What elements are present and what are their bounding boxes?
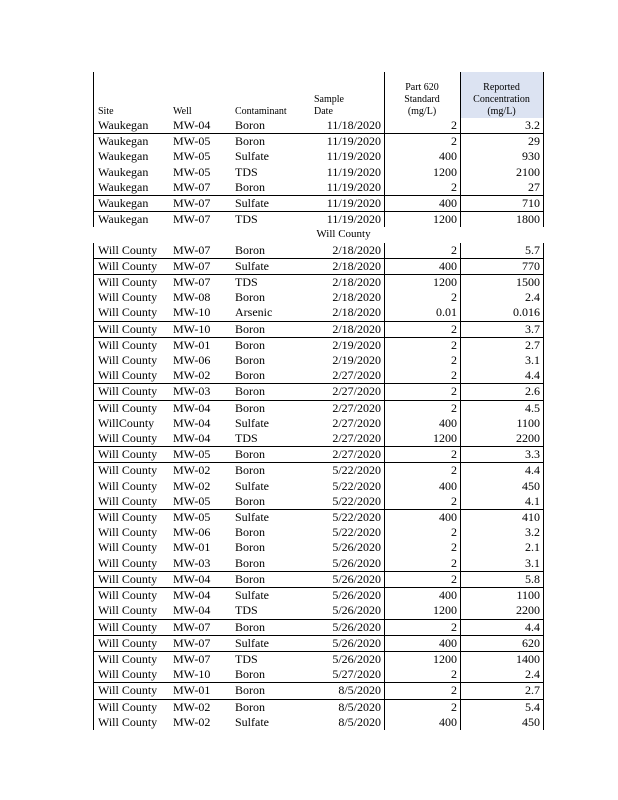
cell-concentration: 27 bbox=[461, 180, 544, 196]
cell-well: MW-04 bbox=[171, 400, 233, 416]
cell-concentration: 2.4 bbox=[461, 667, 544, 683]
cell-standard: 2 bbox=[385, 384, 461, 400]
cell-site: Will County bbox=[94, 353, 172, 368]
cell-site: Waukegan bbox=[94, 180, 172, 196]
table-row bbox=[94, 290, 544, 305]
cell-site: Waukegan bbox=[94, 149, 172, 164]
waukegan-section bbox=[94, 118, 544, 227]
cell-concentration: 29 bbox=[461, 134, 544, 150]
cell-sample-date: 8/5/2020 bbox=[312, 699, 385, 715]
header-standard-line1: Part 620 bbox=[405, 82, 439, 93]
section-label: Will County bbox=[316, 228, 371, 241]
cell-concentration: 3.1 bbox=[461, 353, 544, 368]
cell-site: Will County bbox=[94, 525, 172, 540]
cell-well: MW-05 bbox=[171, 510, 233, 526]
table-row bbox=[94, 196, 544, 212]
cell-sample-date: 5/22/2020 bbox=[312, 463, 385, 479]
cell-concentration: 1400 bbox=[461, 651, 544, 667]
table-row bbox=[94, 353, 544, 368]
cell-sample-date: 2/18/2020 bbox=[312, 258, 385, 274]
cell-concentration: 2.4 bbox=[461, 290, 544, 305]
cell-contaminant: TDS bbox=[235, 431, 258, 446]
cell-well: MW-01 bbox=[171, 337, 233, 353]
cell-well: MW-02 bbox=[173, 368, 211, 383]
table-row bbox=[94, 635, 544, 651]
cell-concentration: 2.7 bbox=[461, 337, 544, 353]
table-row bbox=[94, 400, 544, 416]
cell-concentration: 2200 bbox=[461, 431, 544, 447]
cell-sample-date: 5/22/2020 bbox=[312, 510, 385, 526]
cell-site: Will County bbox=[94, 651, 172, 667]
cell-site: Will County bbox=[94, 683, 172, 699]
cell-concentration: 2.1 bbox=[461, 540, 544, 555]
cell-sample-date: 11/19/2020 bbox=[312, 180, 385, 196]
cell-standard: 400 bbox=[385, 635, 461, 651]
cell-standard: 2 bbox=[385, 180, 461, 196]
cell-site: Will County bbox=[94, 447, 172, 463]
cell-well: MW-07 bbox=[171, 212, 233, 228]
cell-site: Will County bbox=[94, 699, 172, 715]
cell-contaminant: Boron bbox=[235, 555, 265, 570]
cell-concentration: 410 bbox=[461, 510, 544, 526]
cell-site: Will County bbox=[94, 305, 172, 321]
cell-sample-date: 11/19/2020 bbox=[312, 149, 385, 164]
cell-concentration: 4.4 bbox=[461, 619, 544, 635]
cell-contaminant: Boron bbox=[235, 353, 265, 368]
cell-concentration: 4.4 bbox=[461, 368, 544, 384]
concentration-table bbox=[93, 72, 544, 730]
cell-contaminant: Sulfate bbox=[235, 478, 269, 493]
cell-well: MW-02 bbox=[171, 699, 233, 715]
cell-concentration: 3.3 bbox=[461, 447, 544, 463]
cell-site: Will County bbox=[94, 243, 172, 259]
header-sample-date bbox=[312, 72, 385, 118]
cell-site: Will County bbox=[94, 337, 172, 353]
cell-sample-date: 5/22/2020 bbox=[312, 479, 385, 494]
cell-standard: 400 bbox=[385, 715, 461, 730]
cell-standard: 400 bbox=[385, 479, 461, 494]
cell-well: MW-05 bbox=[173, 164, 211, 179]
cell-well: MW-01 bbox=[171, 683, 233, 699]
cell-sample-date: 2/27/2020 bbox=[312, 431, 385, 447]
cell-contaminant: Boron bbox=[233, 447, 312, 463]
cell-standard: 2 bbox=[385, 134, 461, 150]
cell-site: Will County bbox=[94, 635, 172, 651]
cell-sample-date: 2/18/2020 bbox=[312, 243, 385, 259]
table-row bbox=[94, 525, 544, 540]
cell-contaminant: Boron bbox=[235, 525, 265, 540]
cell-site: WillCounty bbox=[94, 416, 172, 431]
cell-contaminant: Boron bbox=[233, 337, 312, 353]
cell-concentration: 930 bbox=[461, 149, 544, 164]
table-row bbox=[94, 540, 544, 555]
cell-sample-date: 11/19/2020 bbox=[312, 134, 385, 150]
table-row bbox=[94, 588, 544, 604]
table-row bbox=[94, 149, 544, 164]
cell-sample-date: 8/5/2020 bbox=[312, 715, 385, 730]
cell-contaminant: Sulfate bbox=[233, 635, 312, 651]
cell-site: Will County bbox=[94, 400, 172, 416]
cell-sample-date: 11/19/2020 bbox=[312, 165, 385, 180]
cell-concentration: 2.6 bbox=[461, 384, 544, 400]
cell-well: MW-10 bbox=[173, 667, 211, 682]
cell-sample-date: 2/27/2020 bbox=[312, 416, 385, 431]
cell-site: Will County bbox=[94, 321, 172, 337]
cell-concentration: 770 bbox=[461, 258, 544, 274]
cell-well: MW-02 bbox=[173, 714, 211, 729]
cell-well: MW-01 bbox=[173, 540, 211, 555]
cell-standard: 2 bbox=[385, 243, 461, 259]
cell-well: MW-06 bbox=[173, 353, 211, 368]
cell-standard: 2 bbox=[385, 571, 461, 587]
cell-concentration: 2.7 bbox=[461, 683, 544, 699]
cell-contaminant: Boron bbox=[235, 242, 265, 257]
cell-contaminant: Boron bbox=[233, 619, 312, 635]
table-row bbox=[94, 368, 544, 384]
table-row bbox=[94, 479, 544, 494]
cell-concentration: 1500 bbox=[461, 275, 544, 291]
cell-site: Waukegan bbox=[94, 196, 172, 212]
table-row bbox=[94, 667, 544, 683]
cell-well: MW-04 bbox=[171, 571, 233, 587]
header-site: Site bbox=[94, 72, 172, 118]
table-row bbox=[94, 180, 544, 196]
section-label-row bbox=[94, 227, 544, 242]
cell-concentration: 3.7 bbox=[461, 321, 544, 337]
cell-concentration: 3.1 bbox=[461, 556, 544, 572]
cell-sample-date: 5/26/2020 bbox=[312, 588, 385, 604]
cell-site: Waukegan bbox=[94, 165, 172, 180]
will-county-section-header bbox=[94, 227, 544, 242]
cell-standard: 2 bbox=[385, 447, 461, 463]
table-row bbox=[94, 321, 544, 337]
table-row bbox=[94, 619, 544, 635]
table-row bbox=[94, 715, 544, 730]
cell-contaminant: Boron bbox=[233, 384, 312, 400]
cell-concentration: 0.016 bbox=[461, 305, 544, 321]
header-concentration-line3: (mg/L) bbox=[487, 106, 516, 117]
cell-sample-date: 2/27/2020 bbox=[312, 384, 385, 400]
table-row bbox=[94, 447, 544, 463]
cell-standard: 400 bbox=[385, 149, 461, 164]
cell-contaminant: Sulfate bbox=[233, 258, 312, 274]
cell-concentration: 620 bbox=[461, 635, 544, 651]
header-standard-line2: Standard bbox=[404, 94, 440, 105]
cell-site: Will County bbox=[94, 494, 172, 510]
cell-well: MW-06 bbox=[173, 525, 211, 540]
cell-well: MW-04 bbox=[171, 588, 233, 604]
cell-sample-date: 5/27/2020 bbox=[312, 667, 385, 683]
cell-contaminant: Boron bbox=[235, 667, 265, 682]
cell-standard: 400 bbox=[385, 510, 461, 526]
cell-sample-date: 5/22/2020 bbox=[312, 494, 385, 510]
cell-contaminant: Boron bbox=[235, 493, 265, 508]
cell-site: Will County bbox=[94, 510, 172, 526]
cell-standard: 2 bbox=[385, 556, 461, 572]
table-row bbox=[94, 212, 544, 228]
cell-standard: 2 bbox=[385, 683, 461, 699]
cell-site: Will County bbox=[94, 571, 172, 587]
cell-site: Will County bbox=[94, 290, 172, 305]
cell-site: Will County bbox=[94, 556, 172, 572]
cell-well: MW-04 bbox=[173, 415, 211, 430]
cell-concentration: 4.4 bbox=[461, 463, 544, 479]
cell-site: Waukegan bbox=[94, 134, 172, 150]
cell-standard: 400 bbox=[385, 258, 461, 274]
cell-sample-date: 5/26/2020 bbox=[312, 603, 385, 619]
table-row bbox=[94, 384, 544, 400]
header-sample-date-line2: Date bbox=[314, 106, 333, 117]
table-row bbox=[94, 556, 544, 572]
header-sample-date-line1: Sample bbox=[314, 94, 344, 105]
cell-standard: 2 bbox=[385, 118, 461, 134]
cell-sample-date: 2/27/2020 bbox=[312, 368, 385, 384]
cell-concentration: 450 bbox=[461, 479, 544, 494]
header-standard bbox=[385, 72, 461, 118]
cell-well: MW-02 bbox=[171, 463, 233, 479]
cell-contaminant: Boron bbox=[235, 118, 265, 132]
cell-standard: 1200 bbox=[385, 431, 461, 447]
cell-contaminant: Sulfate bbox=[235, 714, 269, 729]
concentration-table-page bbox=[93, 72, 540, 730]
table-row bbox=[94, 134, 544, 150]
cell-contaminant: Boron bbox=[235, 540, 265, 555]
cell-contaminant: TDS bbox=[233, 651, 312, 667]
table-row bbox=[94, 510, 544, 526]
cell-sample-date: 8/5/2020 bbox=[312, 683, 385, 699]
cell-contaminant: TDS bbox=[235, 603, 258, 618]
cell-contaminant: Sulfate bbox=[235, 415, 269, 430]
cell-site: Waukegan bbox=[94, 118, 172, 134]
cell-sample-date: 5/26/2020 bbox=[312, 556, 385, 572]
cell-site: Will County bbox=[94, 540, 172, 555]
cell-contaminant: TDS bbox=[235, 164, 258, 179]
cell-concentration: 5.4 bbox=[461, 699, 544, 715]
cell-well: MW-04 bbox=[173, 118, 211, 132]
table-row bbox=[94, 494, 544, 510]
cell-well: MW-07 bbox=[173, 179, 211, 194]
cell-contaminant: Boron bbox=[233, 699, 312, 715]
cell-site: Will County bbox=[94, 384, 172, 400]
cell-contaminant: TDS bbox=[233, 275, 312, 291]
cell-standard: 2 bbox=[385, 337, 461, 353]
cell-standard: 2 bbox=[385, 290, 461, 305]
cell-well: MW-08 bbox=[173, 290, 211, 305]
cell-sample-date: 5/26/2020 bbox=[312, 651, 385, 667]
table-row bbox=[94, 571, 544, 587]
cell-well: MW-10 bbox=[173, 305, 211, 320]
table-row bbox=[94, 258, 544, 274]
table-row bbox=[94, 431, 544, 447]
cell-sample-date: 2/18/2020 bbox=[312, 305, 385, 321]
cell-contaminant: Boron bbox=[235, 179, 265, 194]
cell-well: MW-04 bbox=[173, 431, 211, 446]
cell-site: Will County bbox=[94, 368, 172, 384]
cell-site: Will County bbox=[94, 667, 172, 683]
cell-standard: 2 bbox=[385, 525, 461, 540]
cell-contaminant: Boron bbox=[233, 134, 312, 150]
cell-standard: 400 bbox=[385, 196, 461, 212]
table-row bbox=[94, 463, 544, 479]
cell-concentration: 5.8 bbox=[461, 571, 544, 587]
cell-sample-date: 11/18/2020 bbox=[312, 118, 385, 134]
table-row bbox=[94, 683, 544, 699]
cell-contaminant: Sulfate bbox=[233, 588, 312, 604]
table-row bbox=[94, 416, 544, 431]
cell-standard: 2 bbox=[385, 353, 461, 368]
table-header bbox=[94, 72, 544, 118]
cell-site: Waukegan bbox=[94, 212, 172, 228]
cell-standard: 1200 bbox=[385, 165, 461, 180]
cell-standard: 1200 bbox=[385, 275, 461, 291]
cell-contaminant: Boron bbox=[235, 290, 265, 305]
cell-sample-date: 5/26/2020 bbox=[312, 540, 385, 555]
cell-well: MW-03 bbox=[173, 555, 211, 570]
cell-contaminant: Boron bbox=[233, 400, 312, 416]
header-concentration-line1: Reported bbox=[483, 82, 520, 93]
cell-well: MW-05 bbox=[171, 134, 233, 150]
cell-well: MW-07 bbox=[173, 242, 211, 257]
cell-site: Will County bbox=[94, 463, 172, 479]
cell-sample-date: 2/18/2020 bbox=[312, 321, 385, 337]
table-row bbox=[94, 699, 544, 715]
cell-concentration: 2200 bbox=[461, 603, 544, 619]
cell-well: MW-04 bbox=[173, 603, 211, 618]
cell-contaminant: Sulfate bbox=[233, 196, 312, 212]
cell-sample-date: 11/19/2020 bbox=[312, 196, 385, 212]
will-county-section bbox=[94, 243, 544, 730]
cell-sample-date: 2/19/2020 bbox=[312, 337, 385, 353]
table-row bbox=[94, 118, 544, 134]
cell-standard: 2 bbox=[385, 321, 461, 337]
cell-site: Will County bbox=[94, 619, 172, 635]
cell-well: MW-07 bbox=[171, 619, 233, 635]
cell-standard: 1200 bbox=[385, 212, 461, 228]
cell-contaminant: Arsenic bbox=[235, 305, 273, 320]
cell-well: MW-07 bbox=[171, 275, 233, 291]
cell-sample-date: 2/18/2020 bbox=[312, 290, 385, 305]
cell-standard: 2 bbox=[385, 494, 461, 510]
cell-site: Will County bbox=[94, 431, 172, 447]
cell-concentration: 1100 bbox=[461, 416, 544, 431]
header-well: Well bbox=[173, 106, 192, 117]
cell-sample-date: 2/27/2020 bbox=[312, 447, 385, 463]
cell-well: MW-05 bbox=[173, 493, 211, 508]
cell-concentration: 5.7 bbox=[461, 243, 544, 259]
header-row bbox=[94, 72, 544, 118]
table-row bbox=[94, 243, 544, 259]
cell-standard: 2 bbox=[385, 540, 461, 555]
cell-site: Will County bbox=[94, 479, 172, 494]
cell-sample-date: 5/26/2020 bbox=[312, 635, 385, 651]
table-row bbox=[94, 651, 544, 667]
cell-sample-date: 11/19/2020 bbox=[312, 212, 385, 228]
cell-standard: 1200 bbox=[385, 651, 461, 667]
cell-well: MW-03 bbox=[171, 384, 233, 400]
cell-sample-date: 5/22/2020 bbox=[312, 525, 385, 540]
cell-sample-date: 5/26/2020 bbox=[312, 571, 385, 587]
cell-standard: 400 bbox=[385, 416, 461, 431]
cell-contaminant: Boron bbox=[235, 368, 265, 383]
cell-contaminant: Boron bbox=[233, 683, 312, 699]
cell-concentration: 4.1 bbox=[461, 494, 544, 510]
cell-standard: 1200 bbox=[385, 603, 461, 619]
cell-standard: 400 bbox=[385, 588, 461, 604]
cell-concentration: 450 bbox=[461, 715, 544, 730]
cell-concentration: 3.2 bbox=[461, 118, 544, 134]
cell-sample-date: 5/26/2020 bbox=[312, 619, 385, 635]
cell-contaminant: TDS bbox=[233, 212, 312, 228]
table-row bbox=[94, 165, 544, 180]
cell-concentration: 1800 bbox=[461, 212, 544, 228]
header-concentration-line2: Concentration bbox=[473, 94, 530, 105]
cell-site: Will County bbox=[94, 258, 172, 274]
cell-well: MW-07 bbox=[171, 196, 233, 212]
cell-standard: 2 bbox=[385, 463, 461, 479]
cell-sample-date: 2/27/2020 bbox=[312, 400, 385, 416]
cell-well: MW-10 bbox=[171, 321, 233, 337]
cell-standard: 2 bbox=[385, 667, 461, 683]
cell-standard: 0.01 bbox=[385, 305, 461, 321]
cell-concentration: 4.5 bbox=[461, 400, 544, 416]
cell-concentration: 710 bbox=[461, 196, 544, 212]
header-standard-line3: (mg/L) bbox=[407, 106, 437, 117]
cell-site: Will County bbox=[94, 275, 172, 291]
cell-sample-date: 2/19/2020 bbox=[312, 353, 385, 368]
cell-standard: 2 bbox=[385, 699, 461, 715]
cell-well: MW-07 bbox=[171, 258, 233, 274]
cell-concentration: 2100 bbox=[461, 165, 544, 180]
table-row bbox=[94, 275, 544, 291]
cell-site: Will County bbox=[94, 715, 172, 730]
cell-well: MW-05 bbox=[171, 447, 233, 463]
cell-standard: 2 bbox=[385, 400, 461, 416]
header-concentration bbox=[461, 72, 544, 118]
cell-well: MW-07 bbox=[171, 635, 233, 651]
cell-contaminant: Boron bbox=[233, 321, 312, 337]
cell-well: MW-05 bbox=[173, 149, 211, 164]
cell-contaminant: Sulfate bbox=[235, 149, 269, 164]
cell-well: MW-02 bbox=[173, 478, 211, 493]
cell-site: Will County bbox=[94, 603, 172, 619]
cell-standard: 2 bbox=[385, 368, 461, 384]
cell-well: MW-07 bbox=[171, 651, 233, 667]
cell-contaminant: Sulfate bbox=[233, 510, 312, 526]
cell-standard: 2 bbox=[385, 619, 461, 635]
table-row bbox=[94, 337, 544, 353]
table-row bbox=[94, 603, 544, 619]
cell-concentration: 3.2 bbox=[461, 525, 544, 540]
cell-contaminant: Boron bbox=[233, 571, 312, 587]
cell-contaminant: Boron bbox=[233, 463, 312, 479]
cell-concentration: 1100 bbox=[461, 588, 544, 604]
header-contaminant: Contaminant bbox=[235, 106, 287, 117]
table-row bbox=[94, 305, 544, 321]
cell-site: Will County bbox=[94, 588, 172, 604]
cell-sample-date: 2/18/2020 bbox=[312, 275, 385, 291]
